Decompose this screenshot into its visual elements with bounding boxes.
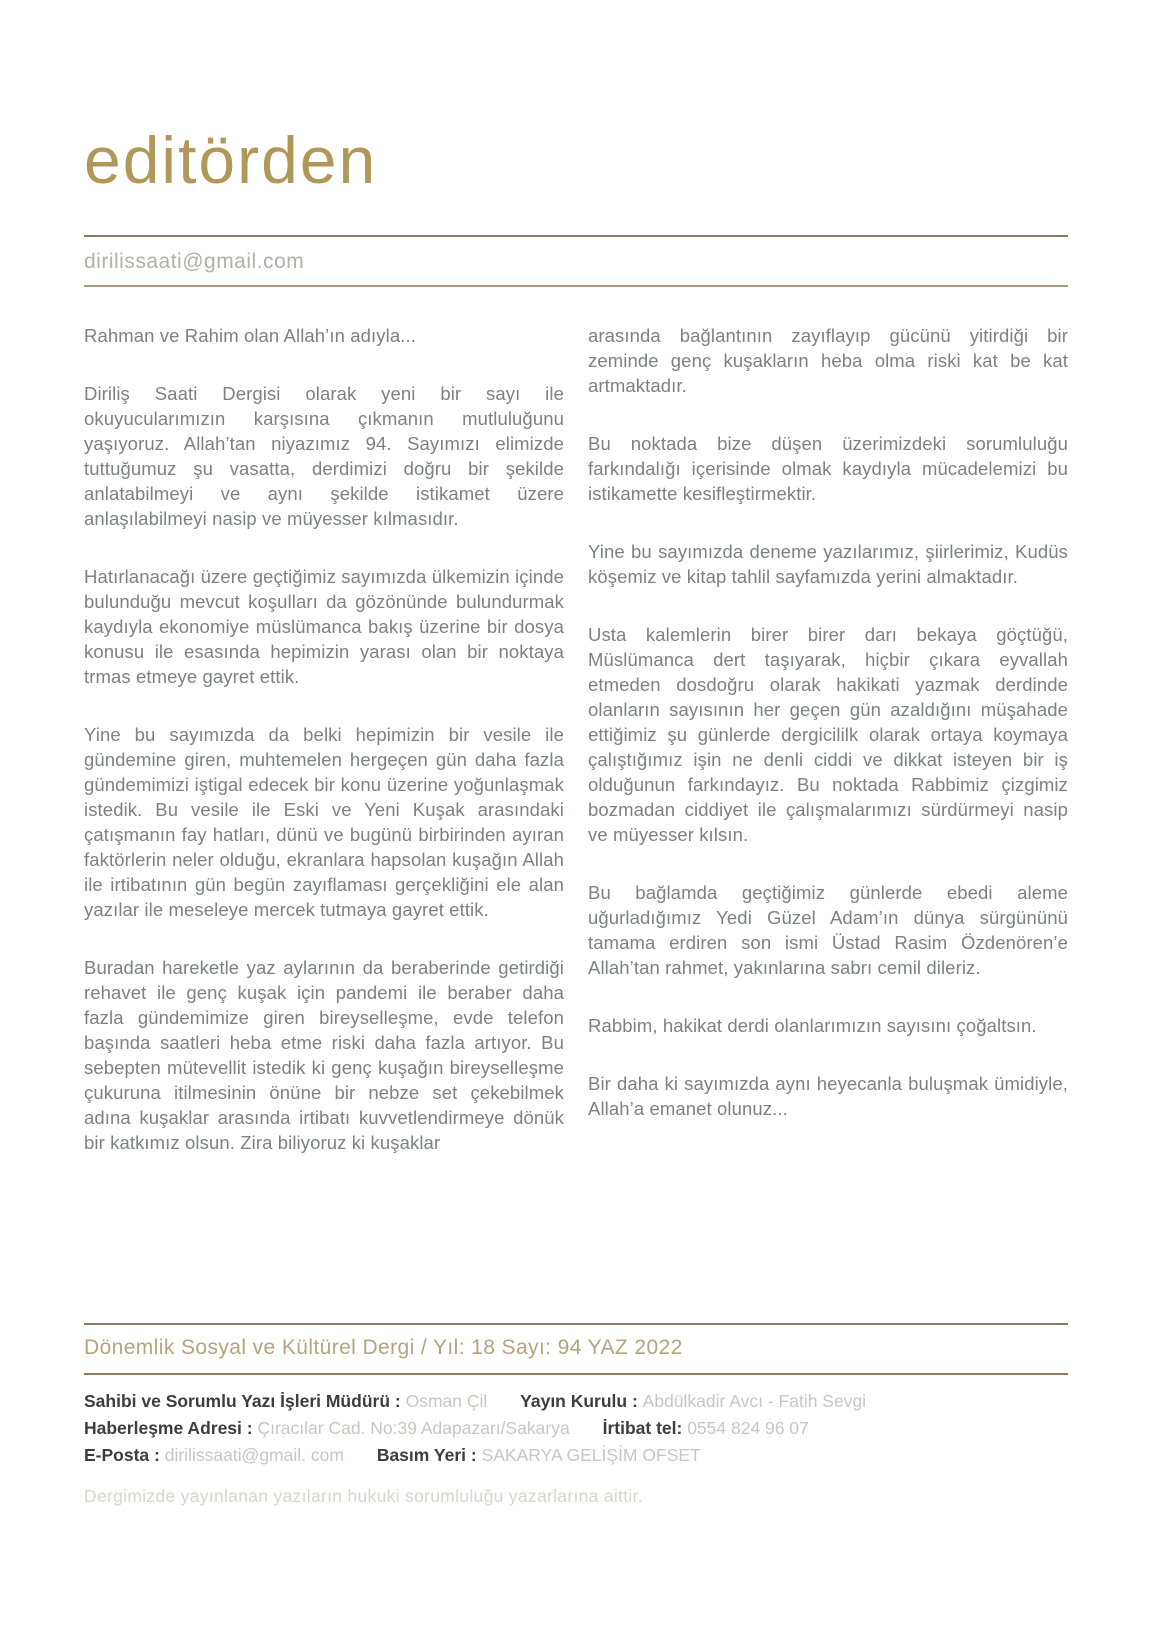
body-paragraph: Rahman ve Rahim olan Allah’ın adıyla... [84, 325, 416, 347]
body-paragraph: Bir daha ki sayımızda aynı heyecanla buluşmak ümidiyle, Allah’a emanet olunuz... [588, 1073, 1068, 1120]
meta-label-owner: Sahibi ve Sorumlu Yazı İşleri Müdürü : [84, 1391, 401, 1412]
divider-footer-mid [84, 1373, 1068, 1375]
meta-label-contact-tel: İrtibat tel: [602, 1418, 683, 1439]
body-paragraph: Rabbim, hakikat derdi olanlarımızın sayısını çoğaltsın. [588, 1015, 1037, 1037]
meta-value-editorial-board: Abdülkadir Avcı - Fatih Sevgi [642, 1391, 867, 1412]
divider-under-email [84, 285, 1068, 287]
body-paragraph: Yine bu sayımızda deneme yazılarımız, şiirlerimiz, Kudüs köşemiz ve kitap tahlil sayfamızda yerini almaktadır. [588, 541, 1068, 588]
footer-meta-row [84, 1442, 1068, 1469]
right-column [588, 323, 1068, 1323]
divider-footer-top [84, 1323, 1068, 1325]
body-paragraph: Hatırlanacağı üzere geçtiğimiz sayımızda ülkemizin içinde bulunduğu mevcut koşulları da gözönünde bulundurmak kaydıyla ekonomiye müslümanca bakış üzerine bir dosya konusu ile esasında hepimizin yarası olan bir noktaya trmas etmeye gayret ettik. [84, 566, 564, 688]
body-paragraph: arasında bağlantının zayıflayıp gücünü yitirdiği bir zeminde genç kuşakların heba olma riski kat be kat artmaktadır. [588, 325, 1068, 397]
body-paragraph: Usta kalemlerin birer birer darı bekaya göçtüğü, Müslümanca dert taşıyarak, hiçbir çıkara eyvallah etmeden dosdoğru olarak hakikati yazmak derdinde olanların sayısının her geçen gün azaldığını müşahade ettiğimiz şu günlerde dergicililk olarak ortaya koymaya çalıştığımız işin ne denli ciddi ve dikkat isteyen bir iş olduğunun farkındayız. Bu noktada Rabbimiz çizgimiz bozmadan ciddiyet ile çalışmalarımızı sürdürmeyi nasip ve müyesser kılsın. [588, 624, 1068, 846]
meta-value-contact-tel: 0554 824 96 07 [687, 1418, 809, 1439]
divider-top [84, 235, 1068, 237]
body-paragraph: Buradan hareketle yaz aylarının da beraberinde getirdiği rehavet ile genç kuşak için pandemi ile beraber daha fazla gündemimize giren bireyselleşme, evde telefon başında saatleri heba etme riski daha fazla artıyor. Bu sebepten mütevellit istedik ki genç kuşağın bireyselleşme çukuruna itilmesinin önüne bir nebze set çekebilmek adına kuşaklar arasında irtibatı kuvvetlendirmeye dönük bir katkımız olsun. Zira biliyoruz ki kuşaklar [84, 957, 564, 1154]
legal-disclaimer: Dergimizde yayınlanan yazıların hukuki sorumluluğu yazarlarına aittir. [84, 1486, 643, 1507]
body-paragraph: Diriliş Saati Dergisi olarak yeni bir sayı ile okuyucularımızın karşısına çıkmanın mutluluğunu yaşıyoruz. Allah’tan niyazımız 94. Sayımızı elimizde tuttuğumuz şu vasatta, derdimizi doğru bir şekilde anlatabilmeyi ve aynı şekilde istikamet üzere anlaşılabilmeyi nasip ve müyesser kılmasıdır. [84, 383, 564, 530]
body-paragraph: Bu noktada bize düşen üzerimizdeki sorumluluğu farkındalığı içerisinde olmak kaydıyla mücadelemizi bu istikamette kesifleştirmektir. [588, 433, 1068, 505]
editor-email: dirilissaati@gmail.com [84, 250, 305, 274]
footer-meta [84, 1388, 1068, 1469]
page-title: editörden [84, 123, 378, 197]
meta-label-email: E-Posta : [84, 1445, 160, 1466]
footer-meta-row [84, 1388, 1068, 1415]
body-paragraph: Yine bu sayımızda da belki hepimizin bir vesile ile gündemine giren, muhtemelen hergeçen gün daha fazla gündemimizi iştigal edecek bir konu üzerine yoğunlaşmak istedik. Bu vesile ile Eski ve Yeni Kuşak arasındaki çatışmanın fay hatları, dünü ve bugünü birbirinden ayıran faktörlerin neler olduğu, ekranlara hapsolan kuşağın Allah ile irtibatının gün begün zayıflaması gerçekliğini ele alan yazılar ile meseleye mercek tutmaya gayret ettik. [84, 724, 564, 921]
meta-value-address: Çıracılar Cad. No:39 Adapazarı/Sakarya [257, 1418, 570, 1439]
meta-value-email: dirilissaati@gmail. com [164, 1445, 344, 1466]
meta-value-owner: Osman Çil [405, 1391, 488, 1412]
body-paragraph: Bu bağlamda geçtiğimiz günlerde ebedi aleme uğurladığımız Yedi Güzel Adam’ın dünya sürgününü tamama erdiren son ismi Üstad Rasim Özdenören’e Allah’tan rahmet, yakınlarına sabrı cemil dileriz. [588, 882, 1068, 979]
meta-label-address: Haberleşme Adresi : [84, 1418, 253, 1439]
left-column [84, 323, 564, 1323]
footer-meta-row [84, 1415, 1068, 1442]
meta-label-editorial-board: Yayın Kurulu : [520, 1391, 638, 1412]
footer [84, 1323, 1068, 1507]
issue-info-line: Dönemlik Sosyal ve Kültürel Dergi / Yıl: 18 Sayı: 94 YAZ 2022 [84, 1336, 683, 1360]
meta-label-print-house: Basım Yeri : [376, 1445, 477, 1466]
meta-value-print-house: SAKARYA GELİŞİM OFSET [481, 1445, 701, 1466]
article-body [84, 323, 1068, 1323]
